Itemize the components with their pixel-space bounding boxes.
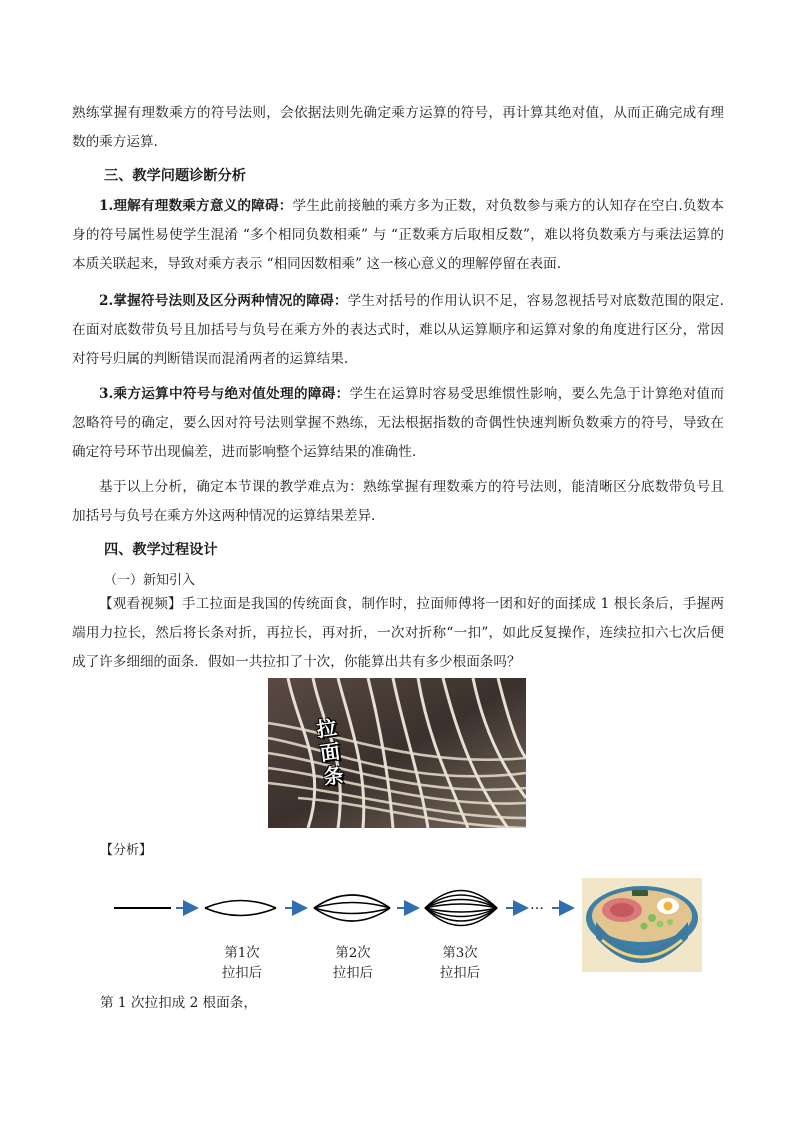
- section-heading-4: 四、教学过程设计: [104, 542, 218, 558]
- diagnosis-text-3: 学生在运算时容易受思维惯性影响，要么先急于计算绝对值而忽略符号的确定，要么因对符号法则掌握不熟练，无法根据指数的奇偶性快速判断负数乘方的符号，导致在确定符号环节出现偏差，进而影响整个运算结果的准确性.: [72, 386, 724, 460]
- step-label-2: [323, 944, 383, 984]
- step2-line1: 第2次: [335, 946, 371, 961]
- step-label-1: [212, 944, 272, 984]
- step1-line2: 拉扣后: [221, 966, 263, 981]
- step2-line2: 拉扣后: [332, 966, 374, 981]
- section-heading-3: 三、教学问题诊断分析: [104, 168, 246, 184]
- video-label: 【观看视频】: [99, 596, 182, 612]
- ellipsis: …: [530, 897, 544, 913]
- diagnosis-text-1: 学生此前接触的乘方多为正数，对负数参与乘方的认知存在空白.负数本身的符号属性易使学生混淆 “多个相同负数相乘” 与 “正数乘方后取相反数”，难以将负数乘方与乘法运算的本质关联起来，导致对乘方表示 “相同因数相乘” 这一核心意义的理解停留在表面.: [72, 198, 724, 272]
- step3-line1: 第3次: [442, 946, 478, 961]
- diagnosis-label-3: 3.乘方运算中符号与绝对值处理的障碍：: [99, 386, 350, 402]
- video-text: 手工拉面是我国的传统面食，制作时，拉面师傅将一团和好的面揉成 1 根长条后，手握两端用力拉长，然后将长条对折，再拉长，再对折，一次对折称“一扣”，如此反复操作，连续拉扣六七次后便成了许多细细的面条．假如一共拉扣了十次，你能算出共有多少根面条吗？: [72, 596, 724, 670]
- diagnosis-label-1: 1.理解有理数乘方意义的障碍：: [99, 198, 293, 214]
- intro-paragraph: 熟练掌握有理数乘方的符号法则，会依据法则先确定乘方运算的符号，再计算其绝对值，从而正确完成有理数的乘方运算.: [72, 105, 724, 150]
- step-label-3: [430, 944, 490, 984]
- step-explanation: 第 1 次拉扣成 2 根面条，: [100, 995, 257, 1011]
- ramen-bowl-illustration: [582, 878, 702, 972]
- step1-lens: [205, 901, 276, 916]
- step3-lens: [425, 891, 497, 926]
- step1-line1: 第1次: [224, 946, 260, 961]
- diagnosis-label-2: 2.掌握符号法则及区分两种情况的障碍：: [99, 293, 348, 309]
- subsection-heading: （一）新知引入: [104, 573, 196, 588]
- analysis-label: 【分析】: [100, 843, 153, 858]
- diagnosis-text-2: 学生对括号的作用认识不足，容易忽视括号对底数范围的限定.在面对底数带负号且加括号与负号在乘方外的表达式时，难以从运算顺序和运算对象的角度进行区分，常因对符号归属的判断错误而混淆两者的运算结果.: [72, 293, 724, 367]
- photo-caption: 拉面条: [315, 715, 345, 790]
- difficulty-summary-paragraph: 基于以上分析，确定本节课的教学难点为：熟练掌握有理数乘方的符号法则，能清晰区分底数带负号且加括号与负号在乘方外这两种情况的运算结果差异.: [72, 479, 724, 524]
- step2-lens: [314, 895, 390, 921]
- step3-line2: 拉扣后: [439, 966, 481, 981]
